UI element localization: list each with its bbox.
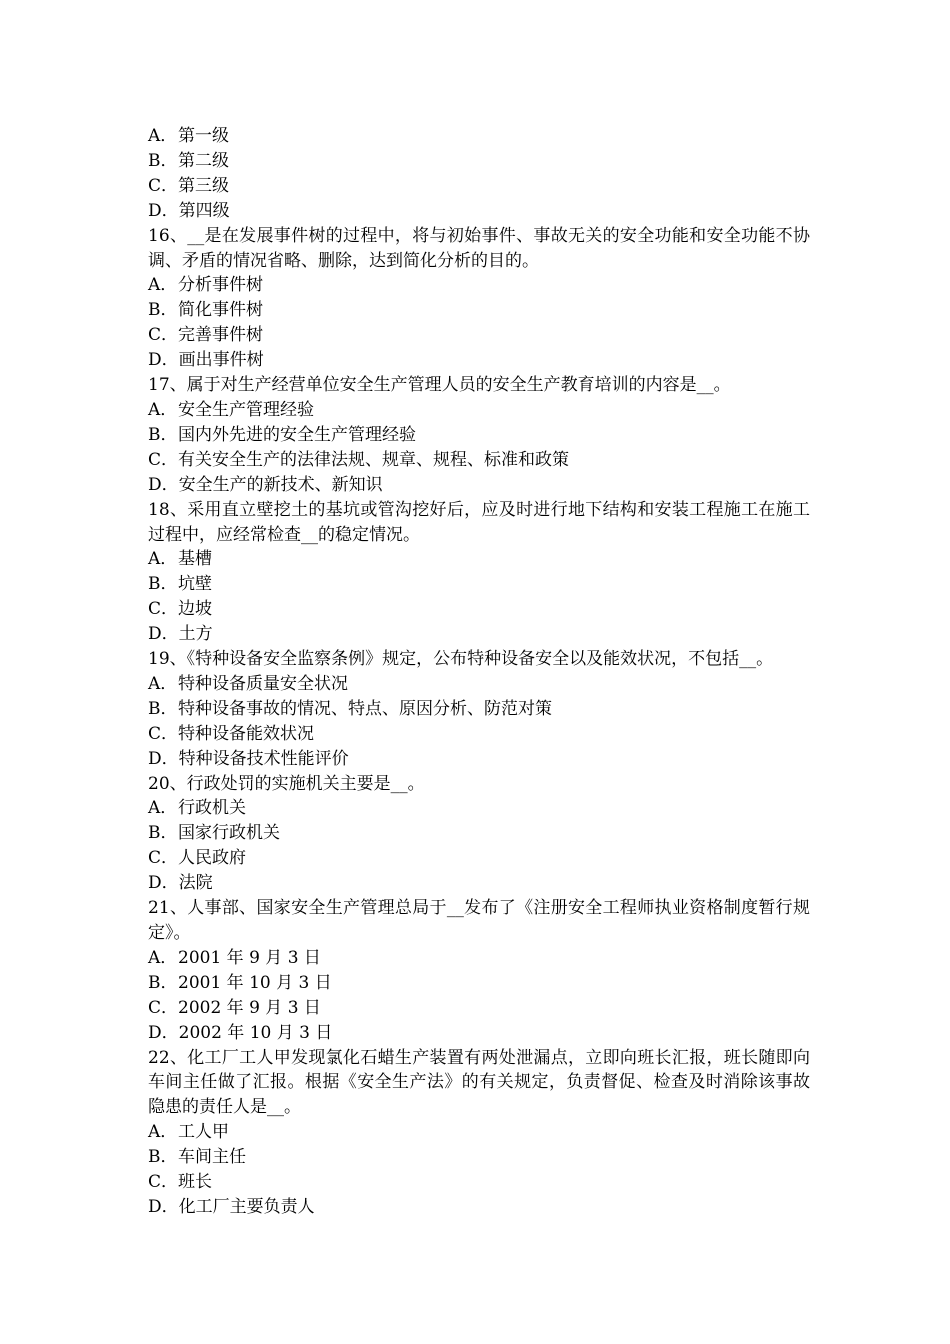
option-letter: A． xyxy=(148,1122,178,1143)
question-block xyxy=(148,772,810,897)
option-letter: A． xyxy=(148,399,178,420)
option-item xyxy=(148,946,810,971)
option-item xyxy=(148,871,810,896)
option-item xyxy=(148,323,810,348)
option-text: 简化事件树 xyxy=(178,300,263,321)
option-text: 画出事件树 xyxy=(178,350,264,371)
option-text: 法院 xyxy=(178,873,213,894)
option-text: 安全生产的新技术、新知识 xyxy=(178,474,383,495)
option-item xyxy=(148,423,810,448)
question-block xyxy=(148,124,810,224)
option-letter: C． xyxy=(148,175,179,196)
option-item xyxy=(148,672,810,697)
option-letter: C． xyxy=(148,599,179,620)
option-letter: A． xyxy=(148,673,178,694)
question-text: 21、人事部、国家安全生产管理总局于__发布了《注册安全工程师执业资格制度暂行规定》。 xyxy=(148,898,810,943)
option-item xyxy=(148,1021,810,1046)
question-block xyxy=(148,373,810,498)
question-list xyxy=(148,124,810,1220)
option-text: 工人甲 xyxy=(178,1122,229,1143)
option-item xyxy=(148,448,810,473)
option-text: 2002 年 9 月 3 日 xyxy=(178,997,321,1018)
option-letter: B． xyxy=(148,698,178,719)
option-item xyxy=(148,1170,810,1195)
option-text: 第二级 xyxy=(178,150,229,171)
option-text: 安全生产管理经验 xyxy=(178,399,314,420)
option-letter: D． xyxy=(148,748,179,769)
option-item xyxy=(148,846,810,871)
option-item xyxy=(148,547,810,572)
question-text: 17、属于对生产经营单位安全生产管理人员的安全生产教育培训的内容是__。 xyxy=(148,375,731,396)
question-text: 18、采用直立壁挖土的基坑或管沟挖好后，应及时进行地下结构和安装工程施工在施工过程中，应经常检查__的稳定情况。 xyxy=(148,499,810,545)
option-letter: C． xyxy=(148,1172,179,1193)
option-letter: B． xyxy=(148,574,178,595)
option-text: 第四级 xyxy=(178,200,230,221)
option-letter: B． xyxy=(148,823,178,844)
option-item xyxy=(148,697,810,722)
option-item xyxy=(148,124,810,149)
question-block xyxy=(148,647,810,772)
option-letter: C． xyxy=(148,997,179,1018)
option-item xyxy=(148,473,810,498)
option-letter: C． xyxy=(148,325,179,346)
option-text: 2001 年 9 月 3 日 xyxy=(178,947,321,968)
option-item xyxy=(148,398,810,423)
option-item xyxy=(148,572,810,597)
question-block xyxy=(148,498,810,647)
question-text: 22、化工厂工人甲发现氯化石蜡生产装置有两处泄漏点，立即向班长汇报，班长随即向车间主任做了汇报。根据《安全生产法》的有关规定，负责督促、检查及时消除该事故隐患的责任人是__。 xyxy=(148,1047,810,1118)
option-item xyxy=(148,348,810,373)
option-letter: B． xyxy=(148,424,178,445)
option-letter: C． xyxy=(148,449,179,470)
option-text: 班长 xyxy=(178,1172,213,1193)
option-letter: D． xyxy=(148,1196,179,1217)
option-item xyxy=(148,1195,810,1220)
option-letter: D． xyxy=(148,624,179,645)
question-text: 20、行政处罚的实施机关主要是__。 xyxy=(148,773,425,794)
option-letter: B． xyxy=(148,972,178,993)
option-item xyxy=(148,1145,810,1170)
question-block xyxy=(148,1046,810,1220)
option-text: 特种设备技术性能评价 xyxy=(178,748,349,769)
option-text: 边坡 xyxy=(178,599,213,620)
option-letter: D． xyxy=(148,873,179,894)
option-item xyxy=(148,722,810,747)
option-item xyxy=(148,298,810,323)
option-item xyxy=(148,174,810,199)
option-text: 第三级 xyxy=(178,175,230,196)
option-letter: A． xyxy=(148,947,178,968)
option-item xyxy=(148,821,810,846)
option-letter: A． xyxy=(148,126,178,146)
option-text: 特种设备能效状况 xyxy=(178,723,315,744)
option-text: 车间主任 xyxy=(178,1147,246,1168)
option-text: 特种设备质量安全状况 xyxy=(178,673,348,694)
option-item xyxy=(148,199,810,224)
option-text: 2001 年 10 月 3 日 xyxy=(178,972,332,993)
question-block xyxy=(148,224,810,373)
option-item xyxy=(148,273,810,298)
question-text: 19、《特种设备安全监察条例》规定，公布特种设备安全以及能效状况，不包括__。 xyxy=(148,649,774,670)
option-letter: D． xyxy=(148,474,179,495)
option-letter: B． xyxy=(148,300,178,321)
option-letter: B． xyxy=(148,1147,178,1168)
option-letter: D． xyxy=(148,200,179,221)
option-letter: D． xyxy=(148,350,179,371)
option-text: 国家行政机关 xyxy=(178,823,280,844)
option-letter: C． xyxy=(148,723,179,744)
option-item xyxy=(148,796,810,821)
question-block xyxy=(148,896,810,1045)
option-letter: A． xyxy=(148,549,178,570)
option-letter: A． xyxy=(148,798,178,819)
option-text: 人民政府 xyxy=(178,848,247,869)
option-text: 化工厂主要负责人 xyxy=(178,1196,315,1217)
option-text: 行政机关 xyxy=(178,798,246,819)
option-text: 坑壁 xyxy=(178,574,212,595)
option-text: 基槽 xyxy=(178,549,212,570)
option-text: 第一级 xyxy=(178,126,229,146)
option-item xyxy=(148,622,810,647)
option-item xyxy=(148,747,810,772)
question-text: 16、__是在发展事件树的过程中，将与初始事件、事故无关的安全功能和安全功能不协调、矛盾的情况省略、删除，达到简化分析的目的。 xyxy=(148,225,810,271)
option-item xyxy=(148,149,810,174)
option-text: 土方 xyxy=(178,624,213,645)
option-letter: C． xyxy=(148,848,179,869)
option-text: 特种设备事故的情况、特点、原因分析、防范对策 xyxy=(178,698,552,719)
option-item xyxy=(148,597,810,622)
option-letter: B． xyxy=(148,150,178,171)
option-text: 2002 年 10 月 3 日 xyxy=(178,1022,333,1043)
option-text: 完善事件树 xyxy=(178,325,264,346)
option-text: 国内外先进的安全生产管理经验 xyxy=(178,424,416,445)
option-item xyxy=(148,996,810,1021)
option-text: 分析事件树 xyxy=(178,275,263,296)
option-item xyxy=(148,971,810,996)
option-item xyxy=(148,1120,810,1145)
option-letter: A． xyxy=(148,275,178,296)
option-letter: D． xyxy=(148,1022,179,1043)
option-text: 有关安全生产的法律法规、规章、规程、标准和政策 xyxy=(178,449,570,470)
